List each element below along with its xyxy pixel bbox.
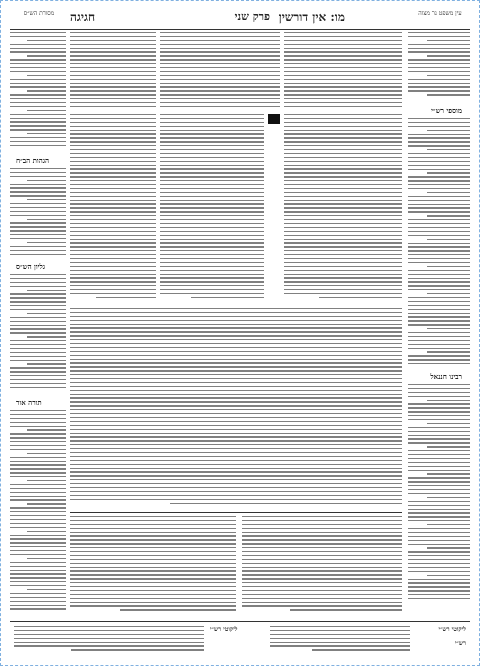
rabbeinu-chananel-label: רבינו חננאל <box>430 372 462 381</box>
footer-label-3: ליקוטי רש״י <box>210 626 238 633</box>
talmud-page <box>10 10 470 656</box>
section-marker <box>268 114 280 124</box>
rashi-commentary-top <box>284 32 402 112</box>
torah-or-label: תורה אור <box>16 398 42 407</box>
rashi-commentary <box>284 114 402 304</box>
header-rule <box>10 29 470 30</box>
rashi-additions-label: מוספי רש״י <box>431 106 462 115</box>
page-header <box>10 10 470 28</box>
footer-text-right <box>270 626 410 654</box>
lower-tosafot <box>70 516 236 616</box>
hagahot-label: הגהות הב״ח <box>16 156 50 165</box>
masoret-hashas-column <box>10 32 66 152</box>
folio-title: מו: אין דורשין <box>278 10 345 24</box>
chapter-title: פרק שני <box>234 10 270 23</box>
gemara-text-top <box>160 32 280 112</box>
footer-glosses <box>10 621 470 656</box>
rashi-additions-column <box>408 118 470 368</box>
gemara-continuation <box>70 308 402 508</box>
ein-mishpat-column <box>408 32 470 102</box>
footer-label-2: רש״י <box>454 640 466 647</box>
commentary-divider <box>70 512 402 513</box>
rabbeinu-chananel-column <box>408 384 470 604</box>
gemara-text-mid <box>160 114 264 304</box>
tractate-title: חגיגה <box>70 10 96 24</box>
footer-text-left <box>14 626 204 654</box>
footer-label-1: ליקוטי רש״י <box>438 626 466 633</box>
gilyon-column <box>10 274 66 394</box>
hagahot-column <box>10 168 66 258</box>
ein-mishpat-label: עין משפט נר מצוה <box>418 10 462 17</box>
torah-or-column <box>10 410 66 616</box>
lower-rashi <box>242 516 402 616</box>
gilyon-label: גליון הש״ס <box>16 262 46 271</box>
tosafot-commentary <box>70 114 156 304</box>
masoret-label: מסורת הש״ס <box>23 10 55 17</box>
tosafot-top <box>70 32 156 112</box>
